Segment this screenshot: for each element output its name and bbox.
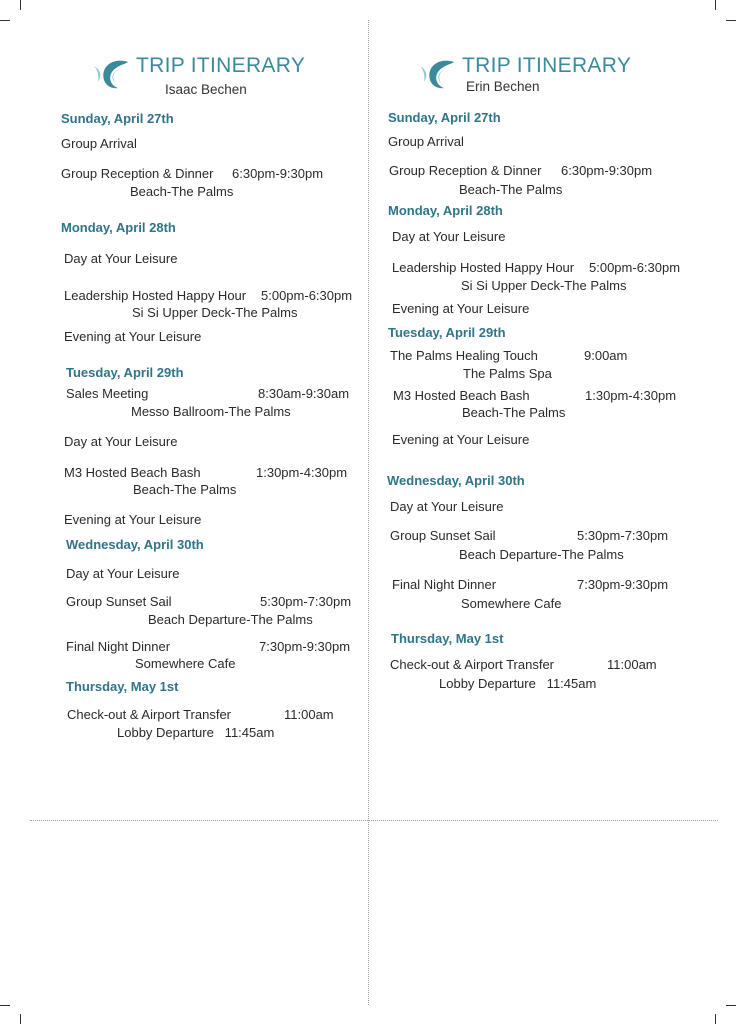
crop-mark — [715, 0, 716, 10]
traveler-name: Erin Bechen — [466, 79, 540, 94]
horizontal-fold-line — [30, 820, 718, 821]
wave-icon — [418, 56, 462, 92]
event-name: Day at Your Leisure — [392, 229, 506, 244]
traveler-name: Isaac Bechen — [165, 82, 247, 97]
event-location: Beach Departure-The Palms — [459, 547, 624, 562]
event-name: M3 Hosted Beach Bash — [64, 465, 201, 480]
event-location: The Palms Spa — [463, 366, 552, 381]
event-name: The Palms Healing Touch — [390, 348, 538, 363]
event-name: Group Arrival — [388, 134, 464, 149]
day-heading: Sunday, April 27th — [61, 111, 174, 126]
event-name: Sales Meeting — [66, 386, 149, 401]
event-name: M3 Hosted Beach Bash — [393, 388, 530, 403]
day-heading: Tuesday, April 29th — [66, 365, 184, 380]
event-location: Beach-The Palms — [133, 482, 237, 497]
event-time: 11:00am — [607, 657, 657, 672]
day-heading: Monday, April 28th — [61, 220, 176, 235]
vertical-fold-line — [368, 20, 369, 1005]
itinerary-title: TRIP ITINERARY — [136, 54, 306, 77]
wave-icon — [92, 56, 136, 92]
itinerary-logo — [418, 54, 638, 100]
event-location: Somewhere Cafe — [135, 656, 236, 671]
event-name: Group Sunset Sail — [66, 594, 172, 609]
event-location: Lobby Departure 11:45am — [439, 676, 597, 691]
event-location: Beach-The Palms — [462, 405, 566, 420]
event-time: 1:30pm-4:30pm — [256, 465, 348, 480]
event-time: 5:00pm-6:30pm — [589, 260, 681, 275]
crop-mark — [715, 1014, 716, 1024]
event-name: Group Sunset Sail — [390, 528, 496, 543]
crop-mark — [726, 1005, 736, 1006]
event-name: Evening at Your Leisure — [392, 432, 530, 447]
event-time: 6:30pm-9:30pm — [561, 163, 653, 178]
event-time: 1:30pm-4:30pm — [585, 388, 677, 403]
event-location: Beach Departure-The Palms — [148, 612, 313, 627]
event-time: 8:30am-9:30am — [258, 386, 350, 401]
crop-mark — [726, 20, 736, 21]
crop-mark — [20, 1014, 21, 1024]
event-location: Si Si Upper Deck-The Palms — [461, 278, 627, 293]
event-name: Check-out & Airport Transfer — [390, 657, 555, 672]
event-name: Evening at Your Leisure — [392, 301, 530, 316]
day-heading: Thursday, May 1st — [391, 631, 504, 646]
event-time: 5:00pm-6:30pm — [261, 288, 353, 303]
event-name: Day at Your Leisure — [66, 566, 180, 581]
event-location: Lobby Departure 11:45am — [117, 725, 275, 740]
event-time: 5:30pm-7:30pm — [260, 594, 352, 609]
event-name: Day at Your Leisure — [64, 251, 178, 266]
event-location: Somewhere Cafe — [461, 596, 562, 611]
event-time: 6:30pm-9:30pm — [232, 166, 324, 181]
event-name: Check-out & Airport Transfer — [67, 707, 232, 722]
event-name: Evening at Your Leisure — [64, 329, 202, 344]
event-location: Si Si Upper Deck-The Palms — [132, 305, 298, 320]
itinerary-logo — [92, 54, 312, 100]
day-heading: Monday, April 28th — [388, 203, 503, 218]
event-location: Beach-The Palms — [459, 182, 563, 197]
day-heading: Tuesday, April 29th — [388, 325, 506, 340]
day-heading: Wednesday, April 30th — [387, 473, 525, 488]
event-time: 11:00am — [284, 707, 334, 722]
event-name: Group Reception & Dinner — [61, 166, 214, 181]
itinerary-title: TRIP ITINERARY — [462, 54, 632, 77]
day-heading: Sunday, April 27th — [388, 110, 501, 125]
event-time: 9:00am — [584, 348, 628, 363]
crop-mark — [20, 0, 21, 10]
crop-mark — [0, 1005, 10, 1006]
event-name: Leadership Hosted Happy Hour — [64, 288, 247, 303]
event-name: Leadership Hosted Happy Hour — [392, 260, 575, 275]
event-name: Evening at Your Leisure — [64, 512, 202, 527]
event-name: Day at Your Leisure — [64, 434, 178, 449]
event-location: Messo Ballroom-The Palms — [131, 404, 291, 419]
day-heading: Wednesday, April 30th — [66, 537, 204, 552]
event-location: Beach-The Palms — [130, 184, 234, 199]
event-name: Final Night Dinner — [66, 639, 171, 654]
event-name: Group Arrival — [61, 136, 137, 151]
day-heading: Thursday, May 1st — [66, 679, 179, 694]
event-time: 5:30pm-7:30pm — [577, 528, 669, 543]
crop-mark — [0, 20, 10, 21]
event-name: Final Night Dinner — [392, 577, 497, 592]
event-name: Day at Your Leisure — [390, 499, 504, 514]
event-name: Group Reception & Dinner — [389, 163, 542, 178]
event-time: 7:30pm-9:30pm — [259, 639, 351, 654]
event-time: 7:30pm-9:30pm — [577, 577, 669, 592]
